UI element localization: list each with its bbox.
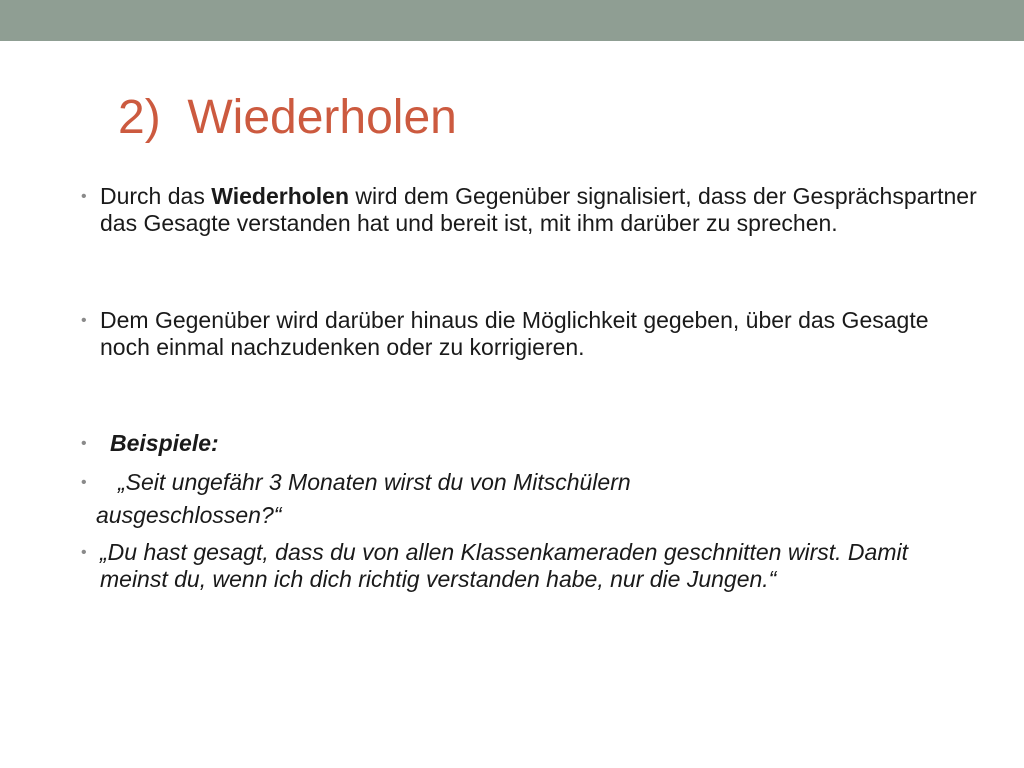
bullet-text-prefix: Durch das [100, 183, 212, 209]
bullet-icon: • [81, 544, 87, 561]
bullet-item-moeglichkeit: Dem Gegenüber wird darüber hinaus die Möglichkeit gegeben, über das Gesagte noch einmal nachzudenken oder zu korrigieren. [100, 307, 929, 360]
bullet-icon: • [81, 435, 87, 452]
bullet-icon: • [81, 312, 87, 329]
bullet-item-example-1-line-1: „Seit ungefähr 3 Monaten wirst du von Mitschülern [118, 469, 631, 495]
bullet-text-suffix: wird dem Gegenüber signalisiert, dass der Gesprächspartner das Gesagte verstanden hat und bereit ist, mit ihm darüber zu sprechen. [100, 183, 977, 236]
bullet-text-bold: Wiederholen [211, 183, 350, 209]
bullet-item-example-1-line-2: ausgeschlossen?“ [96, 502, 282, 528]
bullet-item-wiederholen [100, 183, 980, 237]
bullet-icon: • [81, 474, 87, 491]
top-accent-bar [0, 0, 1024, 41]
bullet-item-beispiele: Beispiele: [110, 430, 219, 456]
bullet-icon: • [81, 188, 87, 205]
slide-title: 2) Wiederholen [118, 91, 457, 144]
bullet-item-example-2: „Du hast gesagt, dass du von allen Klassenkameraden geschnitten wirst. Damit meinst du, wenn ich dich richtig verstanden habe, nur die Jungen.“ [100, 539, 908, 592]
